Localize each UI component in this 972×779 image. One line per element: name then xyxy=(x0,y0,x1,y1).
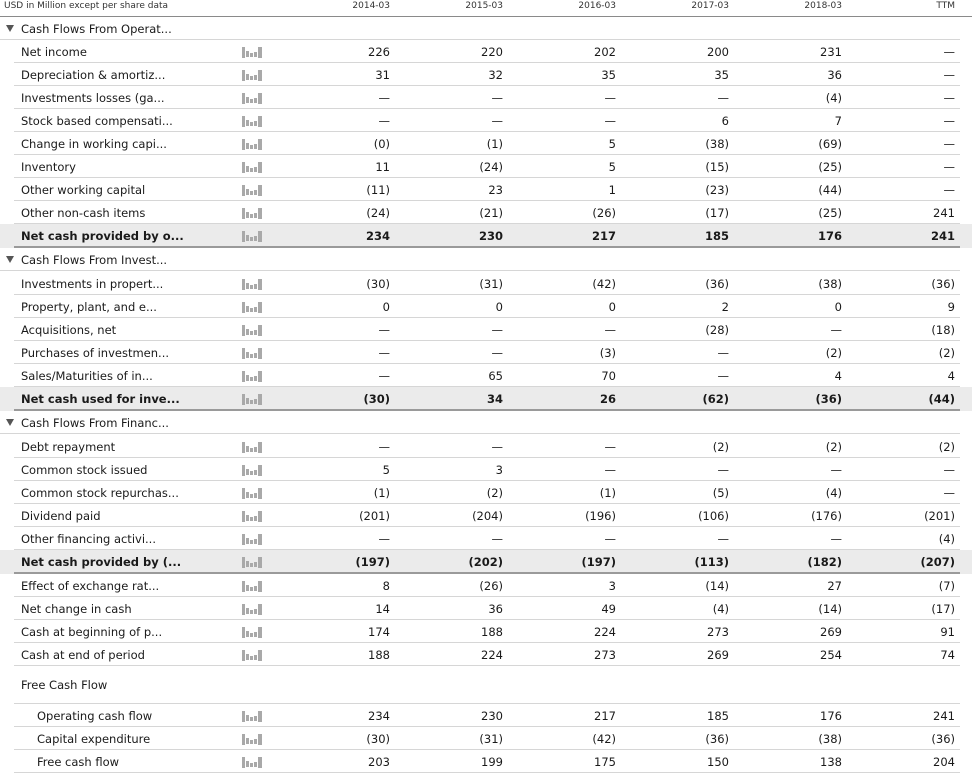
table-row xyxy=(0,40,972,63)
cell-value: 150 xyxy=(707,755,729,769)
cell-value: 230 xyxy=(481,709,503,723)
cell-value: (14) xyxy=(705,579,729,593)
cell-value: 188 xyxy=(481,625,503,639)
bar-chart-icon[interactable] xyxy=(242,324,264,336)
cell-value: (36) xyxy=(815,392,842,406)
cell-value: 224 xyxy=(594,625,616,639)
cell-value: 199 xyxy=(481,755,503,769)
cell-value: 0 xyxy=(495,300,503,314)
cell-value: 1 xyxy=(608,183,616,197)
row-label-free-cash-flow: Free Cash Flow xyxy=(21,678,108,692)
cell-value: — xyxy=(491,440,503,454)
bar-chart-icon[interactable] xyxy=(242,207,264,219)
table-row xyxy=(0,295,972,318)
cell-value: (17) xyxy=(705,206,729,220)
row-label-other-non-cash-items: Other non-cash items xyxy=(21,206,146,220)
cell-value: (44) xyxy=(928,392,955,406)
cell-value: 7 xyxy=(834,114,842,128)
cell-value: 234 xyxy=(368,709,390,723)
cell-value: — xyxy=(491,532,503,546)
bar-chart-icon[interactable] xyxy=(242,69,264,81)
cell-value: (24) xyxy=(479,160,503,174)
cell-value: — xyxy=(604,91,616,105)
cell-value: 14 xyxy=(375,602,390,616)
bar-chart-icon[interactable] xyxy=(242,161,264,173)
cell-value: 2 xyxy=(721,300,729,314)
cell-value: 5 xyxy=(382,463,390,477)
cell-value: 4 xyxy=(834,369,842,383)
cell-value: (0) xyxy=(373,137,390,151)
cell-value: 188 xyxy=(368,648,390,662)
bar-chart-icon[interactable] xyxy=(242,533,264,545)
cell-value: (36) xyxy=(931,732,955,746)
cell-value: (36) xyxy=(931,277,955,291)
cell-value: 226 xyxy=(368,45,390,59)
cell-value: 6 xyxy=(721,114,729,128)
row-label-investments-in-propert: Investments in propert... xyxy=(21,277,164,291)
cell-value: (26) xyxy=(592,206,616,220)
row-label-capital-expenditure: Capital expenditure xyxy=(37,732,151,746)
row-divider xyxy=(0,433,960,434)
cell-value: (113) xyxy=(694,555,729,569)
cell-value: — xyxy=(604,532,616,546)
cell-value: 241 xyxy=(933,206,955,220)
table-row xyxy=(0,750,972,773)
cell-value: 0 xyxy=(382,300,390,314)
cell-value: (7) xyxy=(938,579,955,593)
cell-value: — xyxy=(604,463,616,477)
cell-value: 200 xyxy=(707,45,729,59)
section-title xyxy=(0,667,972,704)
cell-value: (30) xyxy=(366,732,390,746)
cell-value: (25) xyxy=(818,206,842,220)
table-row xyxy=(0,155,972,178)
cell-value: — xyxy=(491,114,503,128)
cell-value: — xyxy=(943,183,955,197)
cell-value: 3 xyxy=(495,463,503,477)
table-row xyxy=(0,458,972,481)
cell-value: 11 xyxy=(375,160,390,174)
cell-value: (5) xyxy=(712,486,729,500)
cell-value: 35 xyxy=(601,68,616,82)
cell-value: (4) xyxy=(938,532,955,546)
bar-chart-icon[interactable] xyxy=(242,370,264,382)
cell-value: (38) xyxy=(705,137,729,151)
cell-value: — xyxy=(943,114,955,128)
bar-chart-icon[interactable] xyxy=(242,649,264,661)
col-header-2014: 2014-03 xyxy=(352,1,390,11)
cell-value: — xyxy=(717,532,729,546)
cell-value: (201) xyxy=(359,509,390,523)
cell-value: 230 xyxy=(478,229,503,243)
cell-value: — xyxy=(943,137,955,151)
row-label-acquisitions-net: Acquisitions, net xyxy=(21,323,117,337)
cell-value: 220 xyxy=(481,45,503,59)
table-row xyxy=(0,727,972,750)
table-row xyxy=(0,178,972,201)
row-label-cash-at-beginning-of-p: Cash at beginning of p... xyxy=(21,625,163,639)
cell-value: (2) xyxy=(938,346,955,360)
cell-value: — xyxy=(943,45,955,59)
cell-value: 269 xyxy=(707,648,729,662)
collapse-triangle-icon[interactable] xyxy=(6,256,14,263)
cell-value: (18) xyxy=(931,323,955,337)
cell-value: — xyxy=(943,91,955,105)
bar-chart-icon[interactable] xyxy=(242,710,264,722)
cell-value: 176 xyxy=(817,229,842,243)
table-row xyxy=(0,387,972,411)
cell-value: 217 xyxy=(594,709,616,723)
cell-value: 70 xyxy=(601,369,616,383)
cell-value: (15) xyxy=(705,160,729,174)
row-label-purchases-of-investmen: Purchases of investmen... xyxy=(21,346,170,360)
cell-value: — xyxy=(604,323,616,337)
table-row xyxy=(0,643,972,666)
table-header xyxy=(0,0,972,17)
row-label-debt-repayment: Debt repayment xyxy=(21,440,116,454)
cell-value: (44) xyxy=(818,183,842,197)
row-label-net-cash-provided-by-o: Net cash provided by o... xyxy=(21,229,184,243)
cell-value: 185 xyxy=(704,229,729,243)
cell-value: 3 xyxy=(608,579,616,593)
bar-chart-icon[interactable] xyxy=(242,464,264,476)
cell-value: (197) xyxy=(581,555,616,569)
cell-value: (11) xyxy=(366,183,390,197)
cell-value: (14) xyxy=(818,602,842,616)
bar-chart-icon[interactable] xyxy=(242,556,264,568)
row-label-other-financing-activi: Other financing activi... xyxy=(21,532,156,546)
cell-value: (197) xyxy=(355,555,390,569)
cell-value: 9 xyxy=(947,300,955,314)
bar-chart-icon[interactable] xyxy=(242,301,264,313)
cell-value: 65 xyxy=(488,369,503,383)
table-row xyxy=(0,574,972,597)
col-header-2018: 2018-03 xyxy=(804,1,842,11)
cell-value: 174 xyxy=(368,625,390,639)
cell-value: 273 xyxy=(707,625,729,639)
cell-value: (196) xyxy=(585,509,616,523)
cell-value: — xyxy=(378,440,390,454)
cell-value: (4) xyxy=(825,91,842,105)
cell-value: — xyxy=(604,440,616,454)
bar-chart-icon[interactable] xyxy=(242,510,264,522)
cell-value: (31) xyxy=(479,732,503,746)
cell-value: 32 xyxy=(488,68,503,82)
cell-value: (2) xyxy=(712,440,729,454)
bar-chart-icon[interactable] xyxy=(242,393,264,405)
cell-value: (69) xyxy=(818,137,842,151)
cell-value: 31 xyxy=(375,68,390,82)
row-label-investments-losses-ga: Investments losses (ga... xyxy=(21,91,165,105)
cell-value: (1) xyxy=(373,486,390,500)
col-header-2016: 2016-03 xyxy=(578,1,616,11)
cell-value: — xyxy=(717,91,729,105)
cell-value: (2) xyxy=(486,486,503,500)
cell-value: — xyxy=(717,369,729,383)
cell-value: 0 xyxy=(608,300,616,314)
table-row xyxy=(0,318,972,341)
cell-value: (36) xyxy=(705,277,729,291)
cell-value: — xyxy=(378,323,390,337)
cell-value: — xyxy=(378,91,390,105)
bar-chart-icon[interactable] xyxy=(242,138,264,150)
cell-value: (106) xyxy=(698,509,729,523)
collapse-triangle-icon[interactable] xyxy=(6,25,14,32)
bar-chart-icon[interactable] xyxy=(242,603,264,615)
cell-value: 5 xyxy=(608,137,616,151)
row-label-net-cash-used-for-inve: Net cash used for inve... xyxy=(21,392,180,406)
col-header-ttm: TTM xyxy=(936,1,955,11)
cell-value: 203 xyxy=(368,755,390,769)
table-row xyxy=(0,109,972,132)
cell-value: — xyxy=(830,532,842,546)
cell-value: (2) xyxy=(938,440,955,454)
cell-value: (42) xyxy=(592,732,616,746)
bar-chart-icon[interactable] xyxy=(242,580,264,592)
cell-value: 224 xyxy=(481,648,503,662)
cell-value: — xyxy=(830,463,842,477)
cell-value: 27 xyxy=(827,579,842,593)
cell-value: (25) xyxy=(818,160,842,174)
cell-value: 8 xyxy=(382,579,390,593)
cell-value: 254 xyxy=(820,648,842,662)
cell-value: (1) xyxy=(486,137,503,151)
cell-value: (28) xyxy=(705,323,729,337)
section-row[interactable] xyxy=(0,248,972,271)
cell-value: 26 xyxy=(599,392,616,406)
cell-value: 269 xyxy=(820,625,842,639)
cell-value: (4) xyxy=(825,486,842,500)
row-label-net-change-in-cash: Net change in cash xyxy=(21,602,132,616)
cell-value: (62) xyxy=(702,392,729,406)
table-row xyxy=(0,364,972,387)
table-row xyxy=(0,63,972,86)
table-row xyxy=(0,597,972,620)
cell-value: — xyxy=(943,486,955,500)
cell-value: — xyxy=(943,463,955,477)
cell-value: 91 xyxy=(940,625,955,639)
cell-value: 23 xyxy=(488,183,503,197)
table-row xyxy=(0,201,972,224)
cell-value: — xyxy=(378,369,390,383)
table-row xyxy=(0,224,972,248)
table-row xyxy=(0,504,972,527)
table-row xyxy=(0,527,972,550)
row-label-property-plant-and-e: Property, plant, and e... xyxy=(21,300,157,314)
cell-value: — xyxy=(717,346,729,360)
cell-value: 34 xyxy=(486,392,503,406)
cell-value: — xyxy=(717,463,729,477)
cell-value: (1) xyxy=(599,486,616,500)
row-label-common-stock-issued: Common stock issued xyxy=(21,463,148,477)
bar-chart-icon[interactable] xyxy=(242,756,264,768)
cell-value: (202) xyxy=(468,555,503,569)
table-row xyxy=(0,132,972,155)
cell-value: (2) xyxy=(825,346,842,360)
cell-value: (204) xyxy=(472,509,503,523)
cell-value: (3) xyxy=(599,346,616,360)
cell-value: (31) xyxy=(479,277,503,291)
cell-value: 35 xyxy=(714,68,729,82)
bar-chart-icon[interactable] xyxy=(242,487,264,499)
cell-value: (36) xyxy=(705,732,729,746)
row-label-effect-of-exchange-rat: Effect of exchange rat... xyxy=(21,579,160,593)
cell-value: — xyxy=(943,68,955,82)
cell-value: — xyxy=(604,114,616,128)
cell-value: (182) xyxy=(807,555,842,569)
cell-value: 176 xyxy=(820,709,842,723)
table-row xyxy=(0,435,972,458)
cell-value: 217 xyxy=(591,229,616,243)
row-divider xyxy=(14,665,960,666)
cell-value: — xyxy=(943,160,955,174)
cell-value: 241 xyxy=(933,709,955,723)
cell-value: (38) xyxy=(818,277,842,291)
row-label-change-in-working-capi: Change in working capi... xyxy=(21,137,167,151)
cell-value: (4) xyxy=(712,602,729,616)
cell-value: (23) xyxy=(705,183,729,197)
cell-value: 273 xyxy=(594,648,616,662)
table-row xyxy=(0,620,972,643)
collapse-triangle-icon[interactable] xyxy=(6,419,14,426)
row-label-net-income: Net income xyxy=(21,45,87,59)
cell-value: — xyxy=(491,346,503,360)
cell-value: (207) xyxy=(920,555,955,569)
cell-value: — xyxy=(491,323,503,337)
cell-value: 4 xyxy=(947,369,955,383)
cell-value: (26) xyxy=(479,579,503,593)
cell-value: (21) xyxy=(479,206,503,220)
bar-chart-icon[interactable] xyxy=(242,347,264,359)
cell-value: — xyxy=(378,532,390,546)
cell-value: 185 xyxy=(707,709,729,723)
table-row xyxy=(0,704,972,727)
cell-value: 74 xyxy=(940,648,955,662)
cell-value: (38) xyxy=(818,732,842,746)
cell-value: 231 xyxy=(820,45,842,59)
row-label-net-cash-provided-by: Net cash provided by (... xyxy=(21,555,182,569)
row-label-stock-based-compensati: Stock based compensati... xyxy=(21,114,173,128)
col-header-2015: 2015-03 xyxy=(465,1,503,11)
bar-chart-icon[interactable] xyxy=(242,733,264,745)
cell-value: (17) xyxy=(931,602,955,616)
cell-value: (30) xyxy=(366,277,390,291)
cell-value: (2) xyxy=(825,440,842,454)
row-label-cash-at-end-of-period: Cash at end of period xyxy=(21,648,145,662)
section-row[interactable] xyxy=(0,17,972,40)
cell-value: (42) xyxy=(592,277,616,291)
cell-value: 49 xyxy=(601,602,616,616)
row-label-operating-cash-flow: Operating cash flow xyxy=(37,709,153,723)
section-row[interactable] xyxy=(0,411,972,434)
table-row xyxy=(0,550,972,574)
bar-chart-icon[interactable] xyxy=(242,184,264,196)
cell-value: — xyxy=(378,114,390,128)
row-label-depreciation-amortiz: Depreciation & amortiz... xyxy=(21,68,166,82)
bar-chart-icon[interactable] xyxy=(242,441,264,453)
bar-chart-icon[interactable] xyxy=(242,626,264,638)
cell-value: (201) xyxy=(924,509,955,523)
cell-value: 204 xyxy=(933,755,955,769)
row-label-inventory: Inventory xyxy=(21,160,76,174)
bar-chart-icon[interactable] xyxy=(242,230,264,242)
row-label-cash-flows-from-invest: Cash Flows From Invest... xyxy=(21,253,168,267)
table-row xyxy=(0,481,972,504)
row-label-free-cash-flow: Free cash flow xyxy=(37,755,120,769)
table-row xyxy=(0,341,972,364)
cell-value: (24) xyxy=(366,206,390,220)
bar-chart-icon[interactable] xyxy=(242,92,264,104)
cell-value: 234 xyxy=(365,229,390,243)
cell-value: — xyxy=(830,323,842,337)
cell-value: — xyxy=(378,346,390,360)
row-divider xyxy=(14,772,960,773)
bar-chart-icon[interactable] xyxy=(242,278,264,290)
row-label-other-working-capital: Other working capital xyxy=(21,183,146,197)
bar-chart-icon[interactable] xyxy=(242,115,264,127)
cell-value: (30) xyxy=(363,392,390,406)
cell-value: (176) xyxy=(811,509,842,523)
cell-value: 241 xyxy=(930,229,955,243)
cell-value: 175 xyxy=(594,755,616,769)
cell-value: 36 xyxy=(488,602,503,616)
cell-value: 5 xyxy=(608,160,616,174)
cell-value: — xyxy=(491,91,503,105)
row-divider xyxy=(0,270,960,271)
row-label-cash-flows-from-operat: Cash Flows From Operat... xyxy=(21,22,172,36)
col-header-2017: 2017-03 xyxy=(691,1,729,11)
table-row xyxy=(0,86,972,109)
row-label-cash-flows-from-financ: Cash Flows From Financ... xyxy=(21,416,169,430)
row-label-common-stock-repurchas: Common stock repurchas... xyxy=(21,486,179,500)
row-label-sales-maturities-of-in: Sales/Maturities of in... xyxy=(21,369,153,383)
cell-value: 138 xyxy=(820,755,842,769)
cell-value: 0 xyxy=(834,300,842,314)
table-row xyxy=(0,272,972,295)
row-label-dividend-paid: Dividend paid xyxy=(21,509,101,523)
cell-value: 202 xyxy=(594,45,616,59)
units-label: USD in Million except per share data xyxy=(4,1,169,11)
bar-chart-icon[interactable] xyxy=(242,46,264,58)
cell-value: 36 xyxy=(827,68,842,82)
